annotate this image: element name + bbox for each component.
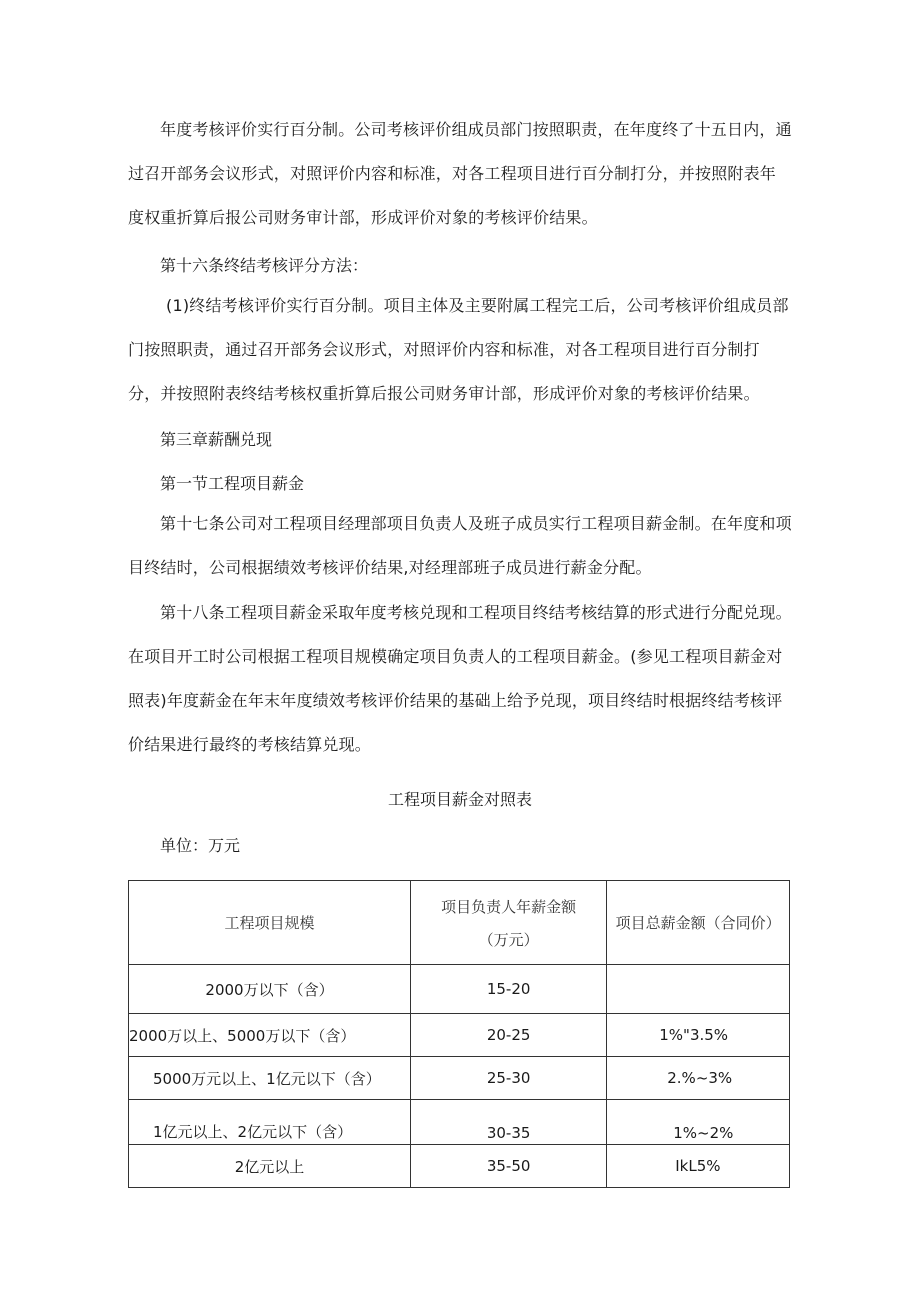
paragraph-annual-assessment: 年度考核评价实行百分制。公司考核评价组成员部门按照职责，在年度终了十五日内，通过召开部务会议形式，对照评价内容和标准，对各工程项目进行百分制打分，并按照附表年度权重折算后报公司财务审计部，形成评价对象的考核评价结果。 (128, 120, 792, 227)
chapter-3-heading: 第三章薪酬兑现 (160, 430, 273, 449)
cell-scale: 2000万以上、5000万以下（含） (129, 1014, 411, 1057)
cell-salary: 15-20 (411, 965, 607, 1014)
article-16-heading: 第十六条终结考核评分方法： (160, 256, 369, 275)
paragraph-article-17: 第十七条公司对工程项目经理部项目负责人及班子成员实行工程项目薪金制。在年度和项目终结时，公司根据绩效考核评价结果,对经理部班子成员进行薪金分配。 (128, 514, 792, 577)
cell-salary: 25-30 (411, 1057, 607, 1100)
section-1-heading: 第一节工程项目薪金 (160, 474, 305, 493)
table-unit: 单位：万元 (160, 836, 241, 855)
cell-scale: 1亿元以上、2亿元以下（含） (129, 1100, 411, 1145)
table-title: 工程项目薪金对照表 (387, 790, 532, 809)
cell-total: 1%"3.5% (607, 1014, 790, 1057)
cell-total (607, 965, 790, 1014)
cell-total: IkL5% (607, 1145, 790, 1188)
paragraph-article-18: 第十八条工程项目薪金采取年度考核兑现和工程项目终结考核结算的形式进行分配兑现。在项目开工时公司根据工程项目规模确定项目负责人的工程项目薪金。(参见工程项目薪金对照表)年度薪金在年末年度绩效考核评价结果的基础上给予兑现，项目终结时根据终结考核评价结果进行最终的考核结算兑现。 (128, 603, 792, 754)
cell-salary: 30-35 (411, 1100, 607, 1145)
table-row (129, 1014, 790, 1057)
cell-total: 2.%~3% (607, 1057, 790, 1100)
table-row (129, 965, 790, 1014)
cell-salary: 35-50 (411, 1145, 607, 1188)
header-salary: 项目负责人年薪金额 （万元） (411, 881, 607, 965)
table-header-row (129, 881, 790, 965)
table-row (129, 1100, 790, 1145)
cell-total: 1%~2% (607, 1100, 790, 1145)
cell-scale: 2000万以下（含） (129, 965, 411, 1014)
paragraph-final-assessment: (1)终结考核评价实行百分制。项目主体及主要附属工程完工后，公司考核评价组成员部门按照职责，通过召开部务会议形式，对照评价内容和标准，对各工程项目进行百分制打分，并按照附表终结考核权重折算后报公司财务审计部，形成评价对象的考核评价结果。 (128, 296, 789, 403)
cell-scale: 2亿元以上 (129, 1145, 411, 1188)
salary-table (128, 880, 790, 1188)
cell-salary: 20-25 (411, 1014, 607, 1057)
cell-scale: 5000万元以上、1亿元以下（含） (129, 1057, 411, 1100)
table-row (129, 1145, 790, 1188)
table-row (129, 1057, 790, 1100)
header-total: 项目总薪金额（合同价） (607, 881, 790, 965)
header-scale: 工程项目规模 (129, 881, 411, 965)
